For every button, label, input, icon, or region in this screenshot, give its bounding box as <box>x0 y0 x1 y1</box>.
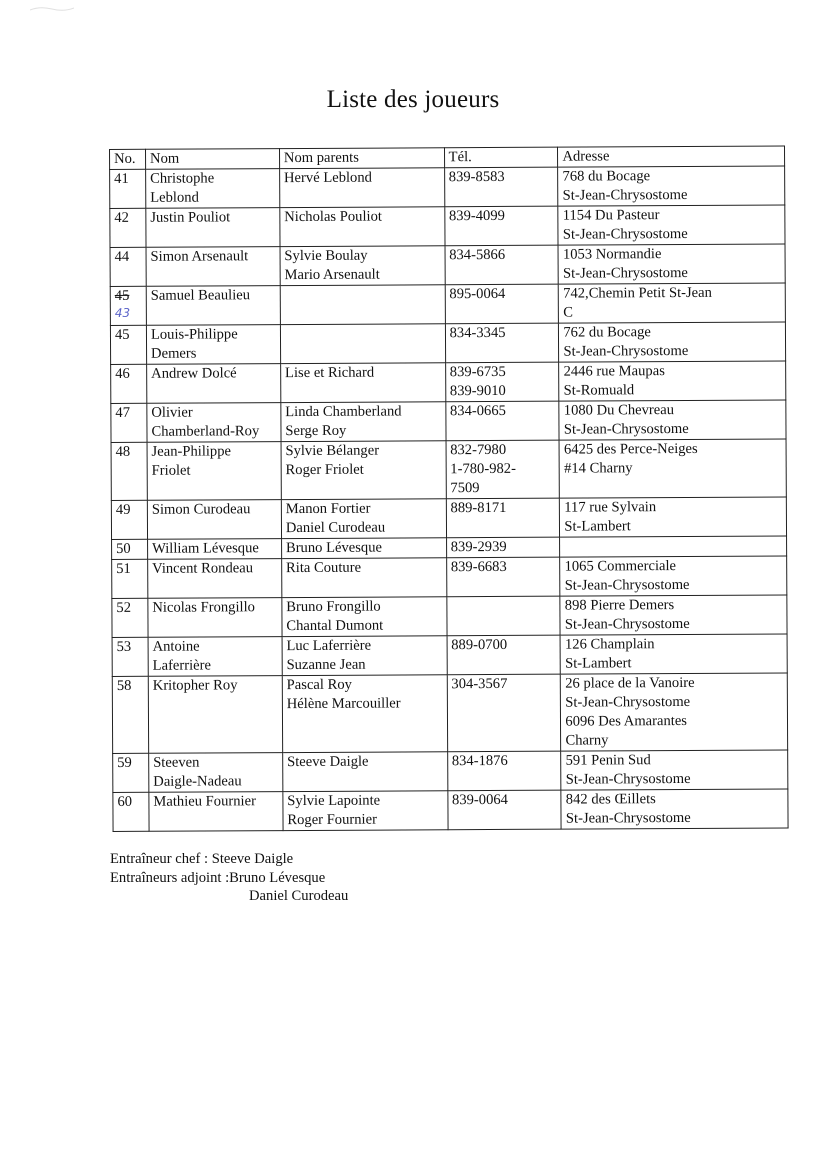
phone-line: 834-1876 <box>451 752 508 770</box>
cell-parents <box>281 538 446 559</box>
parent-name-line: Roger Friolet <box>285 461 364 479</box>
cell-parents <box>281 558 446 598</box>
table-row <box>110 283 785 326</box>
header-no: No. <box>110 149 146 169</box>
parent-name-line: Mario Arsenault <box>284 266 380 284</box>
scan-speck <box>30 6 74 12</box>
table-row <box>113 750 788 793</box>
phone-line: 839-6735 <box>449 363 506 381</box>
address-line: 1065 Commerciale <box>564 558 677 575</box>
cell-nom <box>149 753 283 793</box>
address-line: St-Jean-Chrysostome <box>563 342 689 360</box>
cell-no <box>111 403 147 442</box>
parent-name-line: Nicholas Pouliot <box>284 208 382 226</box>
phone-line: 834-5866 <box>449 246 506 264</box>
cell-nom <box>148 676 282 754</box>
address-line: 2446 rue Maupas <box>563 363 665 380</box>
head-coach-line: Entraîneur chef : Steeve Daigle <box>110 851 294 867</box>
parent-name-line: Sylvie Lapointe <box>287 792 381 810</box>
cell-no <box>112 598 148 637</box>
table-row <box>111 400 786 443</box>
cell-nom <box>149 792 283 832</box>
address-line: 762 du Bocage <box>563 324 651 341</box>
cell-no <box>111 500 147 539</box>
phone-line: 832-7980 <box>450 441 507 459</box>
parent-name-line: Linda Chamberland <box>285 403 402 421</box>
cell-nom <box>146 247 280 287</box>
phone-line: 834-3345 <box>449 324 506 342</box>
player-number: 49 <box>115 501 131 518</box>
player-name-line: Samuel Beaulieu <box>150 287 251 304</box>
address-line: 742,Chemin Petit St-Jean <box>563 284 712 302</box>
phone-line: 889-8171 <box>450 499 507 517</box>
address-line: 1154 Du Pasteur <box>562 207 660 224</box>
phone-line: 834-0665 <box>449 402 506 420</box>
cell-parents <box>282 675 447 753</box>
phone-line: 889-0700 <box>451 636 508 654</box>
cell-no <box>113 753 149 792</box>
cell-tel <box>447 790 561 830</box>
address-line: St-Jean-Chrysostome <box>564 615 690 633</box>
cell-tel <box>446 596 560 636</box>
player-number: 53 <box>116 638 132 655</box>
phone-line: 839-8583 <box>448 168 505 186</box>
cell-adresse <box>559 283 786 323</box>
parent-name-line: Hervé Leblond <box>283 169 372 187</box>
address-line: 117 rue Sylvain <box>564 499 657 516</box>
address-line: St-Jean-Chrysostome <box>565 693 691 711</box>
address-line: 1080 Du Chevreau <box>563 402 675 419</box>
player-name-line: Louis-Philippe <box>150 326 238 343</box>
cell-adresse <box>559 400 786 440</box>
cell-adresse <box>560 634 787 674</box>
cell-parents <box>281 441 446 500</box>
player-name-line: Leblond <box>150 189 199 206</box>
cell-no <box>112 539 148 559</box>
table-row <box>110 166 785 209</box>
phone-line: 839-0064 <box>451 791 509 809</box>
cell-no <box>110 286 146 325</box>
parent-name-line: Sylvie Bélanger <box>285 442 380 460</box>
cell-parents <box>283 791 448 831</box>
parent-name-line: Manon Fortier <box>285 500 371 518</box>
parent-name-line: Roger Fournier <box>287 811 377 829</box>
header-parents: Nom parents <box>279 148 444 169</box>
player-name-line: Christophe <box>150 170 215 187</box>
player-number: 51 <box>116 560 131 577</box>
assistant-coaches-line: Entraîneurs adjoint :Bruno Lévesque <box>110 869 326 886</box>
address-line: St-Lambert <box>565 655 632 672</box>
parent-name-line: Bruno Frongillo <box>286 598 381 616</box>
cell-nom <box>146 286 280 326</box>
parent-name-line: Pascal Roy <box>286 676 352 694</box>
player-number: 59 <box>117 754 132 771</box>
address-line: 591 Penin Sud <box>565 752 651 769</box>
player-number: 45 <box>114 326 130 343</box>
player-number: 47 <box>115 404 131 421</box>
cell-adresse <box>561 789 788 829</box>
table-row <box>112 634 787 677</box>
player-name-line: Friolet <box>151 462 191 479</box>
assistant-coach-2-line: Daniel Curodeau <box>249 888 349 904</box>
address-line: 842 des Œillets <box>565 791 656 808</box>
address-line: Charny <box>565 732 609 749</box>
players-table <box>109 145 789 832</box>
cell-tel <box>447 751 561 791</box>
player-number: 50 <box>116 540 131 557</box>
player-name-line: Mathieu Fournier <box>153 793 256 810</box>
cell-adresse <box>558 205 785 245</box>
address-line: St-Jean-Chrysostome <box>565 809 691 827</box>
address-line: St-Lambert <box>564 518 631 535</box>
table-row <box>111 497 786 540</box>
table-row <box>112 673 787 754</box>
address-line: #14 Charny <box>564 460 633 477</box>
address-line: St-Jean-Chrysostome <box>563 420 689 438</box>
address-line: 26 place de la Vanoire <box>565 674 695 692</box>
player-name-line: Chamberland-Roy <box>151 423 260 440</box>
parent-name-line: Chantal Dumont <box>286 617 384 635</box>
cell-adresse <box>561 750 788 790</box>
cell-nom <box>147 442 281 501</box>
player-number: 58 <box>116 677 132 694</box>
cell-no <box>110 325 146 364</box>
parent-name-line: Lise et Richard <box>284 364 375 382</box>
cell-nom <box>146 208 280 248</box>
cell-adresse <box>558 166 785 206</box>
cell-tel <box>446 557 560 597</box>
cell-nom <box>147 364 281 404</box>
address-line: 898 Pierre Demers <box>564 597 675 614</box>
cell-nom <box>148 598 282 638</box>
cell-parents <box>280 363 445 403</box>
cell-tel <box>445 284 559 324</box>
address-line: C <box>563 304 574 321</box>
parent-name-line: Serge Roy <box>285 422 347 440</box>
cell-no <box>112 676 148 753</box>
phone-line: 1-780-982- <box>450 460 517 478</box>
header-adresse: Adresse <box>558 146 785 167</box>
cell-nom <box>147 500 281 540</box>
cell-adresse <box>559 322 786 362</box>
player-name-line: Justin Pouliot <box>150 209 231 226</box>
player-number: 44 <box>114 248 130 265</box>
cell-nom <box>147 403 281 443</box>
cell-nom <box>146 325 280 365</box>
cell-adresse <box>561 673 788 751</box>
parent-name-line: Hélène Marcouiller <box>286 695 401 713</box>
player-number: 42 <box>114 209 129 226</box>
coaches-section <box>110 850 348 906</box>
cell-adresse <box>560 497 787 537</box>
cell-parents <box>280 246 445 286</box>
phone-line: 304-3567 <box>451 675 508 693</box>
cell-tel <box>445 245 559 285</box>
cell-no <box>111 442 147 500</box>
cell-parents <box>279 168 444 208</box>
parent-name-line: Sylvie Boulay <box>284 247 368 265</box>
cell-tel <box>447 635 561 675</box>
cell-no <box>112 559 148 598</box>
phone-line: 839-6683 <box>450 558 507 576</box>
table-body <box>110 166 788 832</box>
phone-line: 839-2939 <box>450 538 507 556</box>
cell-parents <box>280 324 445 364</box>
player-number: 60 <box>117 793 133 810</box>
cell-no <box>112 637 148 676</box>
address-line: St-Jean-Chrysostome <box>562 225 688 243</box>
cell-nom <box>147 539 281 560</box>
address-line: 6096 Des Amarantes <box>565 712 688 730</box>
parent-name-line: Rita Couture <box>285 559 362 577</box>
cell-no <box>110 208 146 247</box>
table-row <box>112 595 787 638</box>
player-name-line: Olivier <box>151 404 193 421</box>
player-name-line: Daigle-Nadeau <box>153 773 242 790</box>
parent-name-line: Luc Laferrière <box>286 637 372 655</box>
player-name-line: Steeven <box>153 754 200 771</box>
parent-name-line: Daniel Curodeau <box>285 519 386 537</box>
player-name-line: Vincent Rondeau <box>152 560 254 577</box>
cell-tel <box>445 401 559 441</box>
cell-nom <box>148 559 282 599</box>
cell-tel <box>444 167 558 207</box>
player-number: 48 <box>115 443 131 460</box>
player-name-line: Nicolas Frongillo <box>152 599 255 616</box>
header-tel: Tél. <box>444 147 558 168</box>
cell-tel <box>446 498 560 538</box>
cell-nom <box>146 169 280 209</box>
cell-tel <box>446 537 560 558</box>
header-nom: Nom <box>145 149 279 170</box>
cell-adresse <box>560 536 787 557</box>
table-row <box>111 439 786 501</box>
parent-name-line: Suzanne Jean <box>286 656 366 674</box>
table-row <box>112 556 787 599</box>
player-name-line: Simon Arsenault <box>150 248 249 265</box>
player-number: 52 <box>116 599 132 616</box>
cell-parents <box>283 752 448 792</box>
address-line: 6425 des Perce-Neiges <box>563 440 698 458</box>
handwritten-number: 43 <box>114 305 131 320</box>
player-name-line: William Lévesque <box>152 540 259 557</box>
player-name-line: Kritopher Roy <box>152 677 238 694</box>
player-name-line: Demers <box>150 345 197 362</box>
address-line: 768 du Bocage <box>562 168 651 185</box>
address-line: St-Jean-Chrysostome <box>565 770 691 788</box>
address-line: 126 Champlain <box>564 636 655 653</box>
cell-tel <box>444 206 558 246</box>
page-title: Liste des joueurs <box>326 86 500 113</box>
table-row <box>110 322 785 365</box>
cell-tel <box>446 440 560 499</box>
player-number: 46 <box>115 365 130 382</box>
address-line: St-Romuald <box>563 382 635 399</box>
cell-parents <box>282 636 447 676</box>
player-number: 41 <box>114 170 129 187</box>
cell-adresse <box>559 439 786 498</box>
player-number: 45 <box>114 287 130 304</box>
table-row <box>110 244 785 287</box>
phone-line: 839-9010 <box>449 382 506 400</box>
table-row <box>110 205 785 248</box>
cell-no <box>113 792 149 831</box>
address-line: St-Jean-Chrysostome <box>562 186 688 204</box>
parent-name-line: Steeve Daigle <box>287 753 369 771</box>
address-line: St-Jean-Chrysostome <box>564 576 690 594</box>
cell-parents <box>280 207 445 247</box>
phone-line: 839-4099 <box>448 207 505 225</box>
address-line: St-Jean-Chrysostome <box>562 264 688 282</box>
player-name-line: Laferrière <box>152 657 212 674</box>
cell-tel <box>447 674 561 752</box>
player-name-line: Jean-Philippe <box>151 443 232 460</box>
cell-tel <box>445 362 559 402</box>
cell-adresse <box>558 244 785 284</box>
player-name-line: Simon Curodeau <box>151 501 251 518</box>
cell-adresse <box>559 361 786 401</box>
cell-parents <box>281 402 446 442</box>
table-row <box>113 789 788 832</box>
player-name-line: Andrew Dolcé <box>151 365 237 382</box>
cell-adresse <box>560 556 787 596</box>
cell-no <box>111 364 147 403</box>
player-name-line: Antoine <box>152 638 200 655</box>
parent-name-line: Bruno Lévesque <box>285 539 383 557</box>
cell-nom <box>148 637 282 677</box>
cell-parents <box>282 597 447 637</box>
address-line: 1053 Normandie <box>562 246 662 263</box>
cell-parents <box>281 499 446 539</box>
cell-adresse <box>560 595 787 635</box>
phone-line: 895-0064 <box>449 285 506 303</box>
cell-tel <box>445 323 559 363</box>
cell-parents <box>280 285 445 325</box>
table-row <box>111 361 786 404</box>
phone-line: 7509 <box>450 480 480 497</box>
cell-no <box>110 247 146 286</box>
cell-no <box>110 169 146 208</box>
